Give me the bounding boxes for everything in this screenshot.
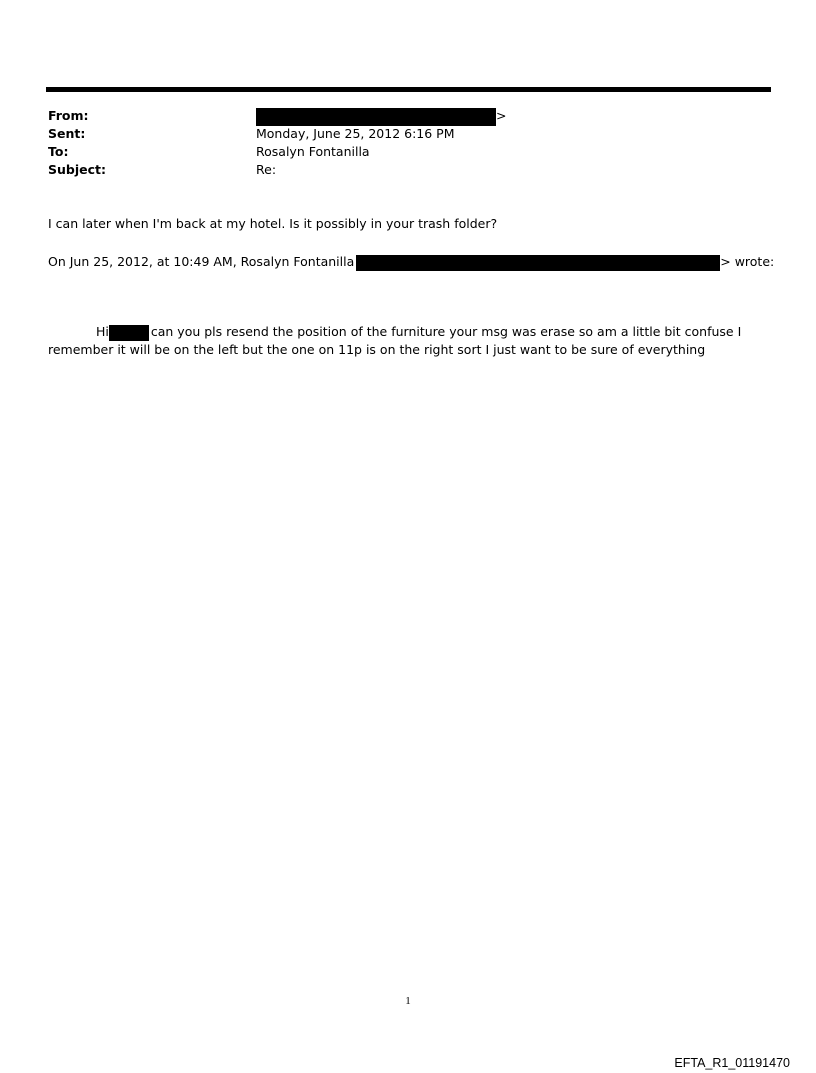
quoted-line-1	[96, 323, 741, 341]
page-number: 1	[405, 995, 411, 1007]
quote-intro-suffix: > wrote:	[720, 254, 775, 269]
to-label: To:	[48, 144, 69, 159]
to-value: Rosalyn Fontanilla	[256, 144, 370, 159]
sent-label: Sent:	[48, 126, 86, 141]
document-id: EFTA_R1_01191470	[674, 1056, 790, 1070]
quoted-greeting: Hi	[96, 324, 109, 339]
quote-intro	[48, 253, 774, 271]
from-label: From:	[48, 108, 89, 123]
redaction-bar	[256, 108, 496, 126]
quote-intro-prefix: On Jun 25, 2012, at 10:49 AM, Rosalyn Fontanilla	[48, 254, 355, 269]
quoted-line-1-text: can you pls resend the position of the furniture your msg was erase so am a little bit confuse I	[150, 324, 742, 339]
redaction-bar	[356, 255, 720, 271]
from-suffix: >	[496, 108, 507, 123]
header-divider	[46, 87, 771, 92]
quoted-line-2: remember it will be on the left but the one on 11p is on the right sort I just want to be sure of everything	[48, 342, 706, 357]
sent-value: Monday, June 25, 2012 6:16 PM	[256, 126, 455, 141]
reply-text: I can later when I'm back at my hotel. Is it possibly in your trash folder?	[48, 216, 498, 231]
subject-label: Subject:	[48, 162, 106, 177]
from-value	[256, 107, 506, 126]
redaction-bar	[109, 325, 149, 341]
subject-value: Re:	[256, 162, 277, 177]
